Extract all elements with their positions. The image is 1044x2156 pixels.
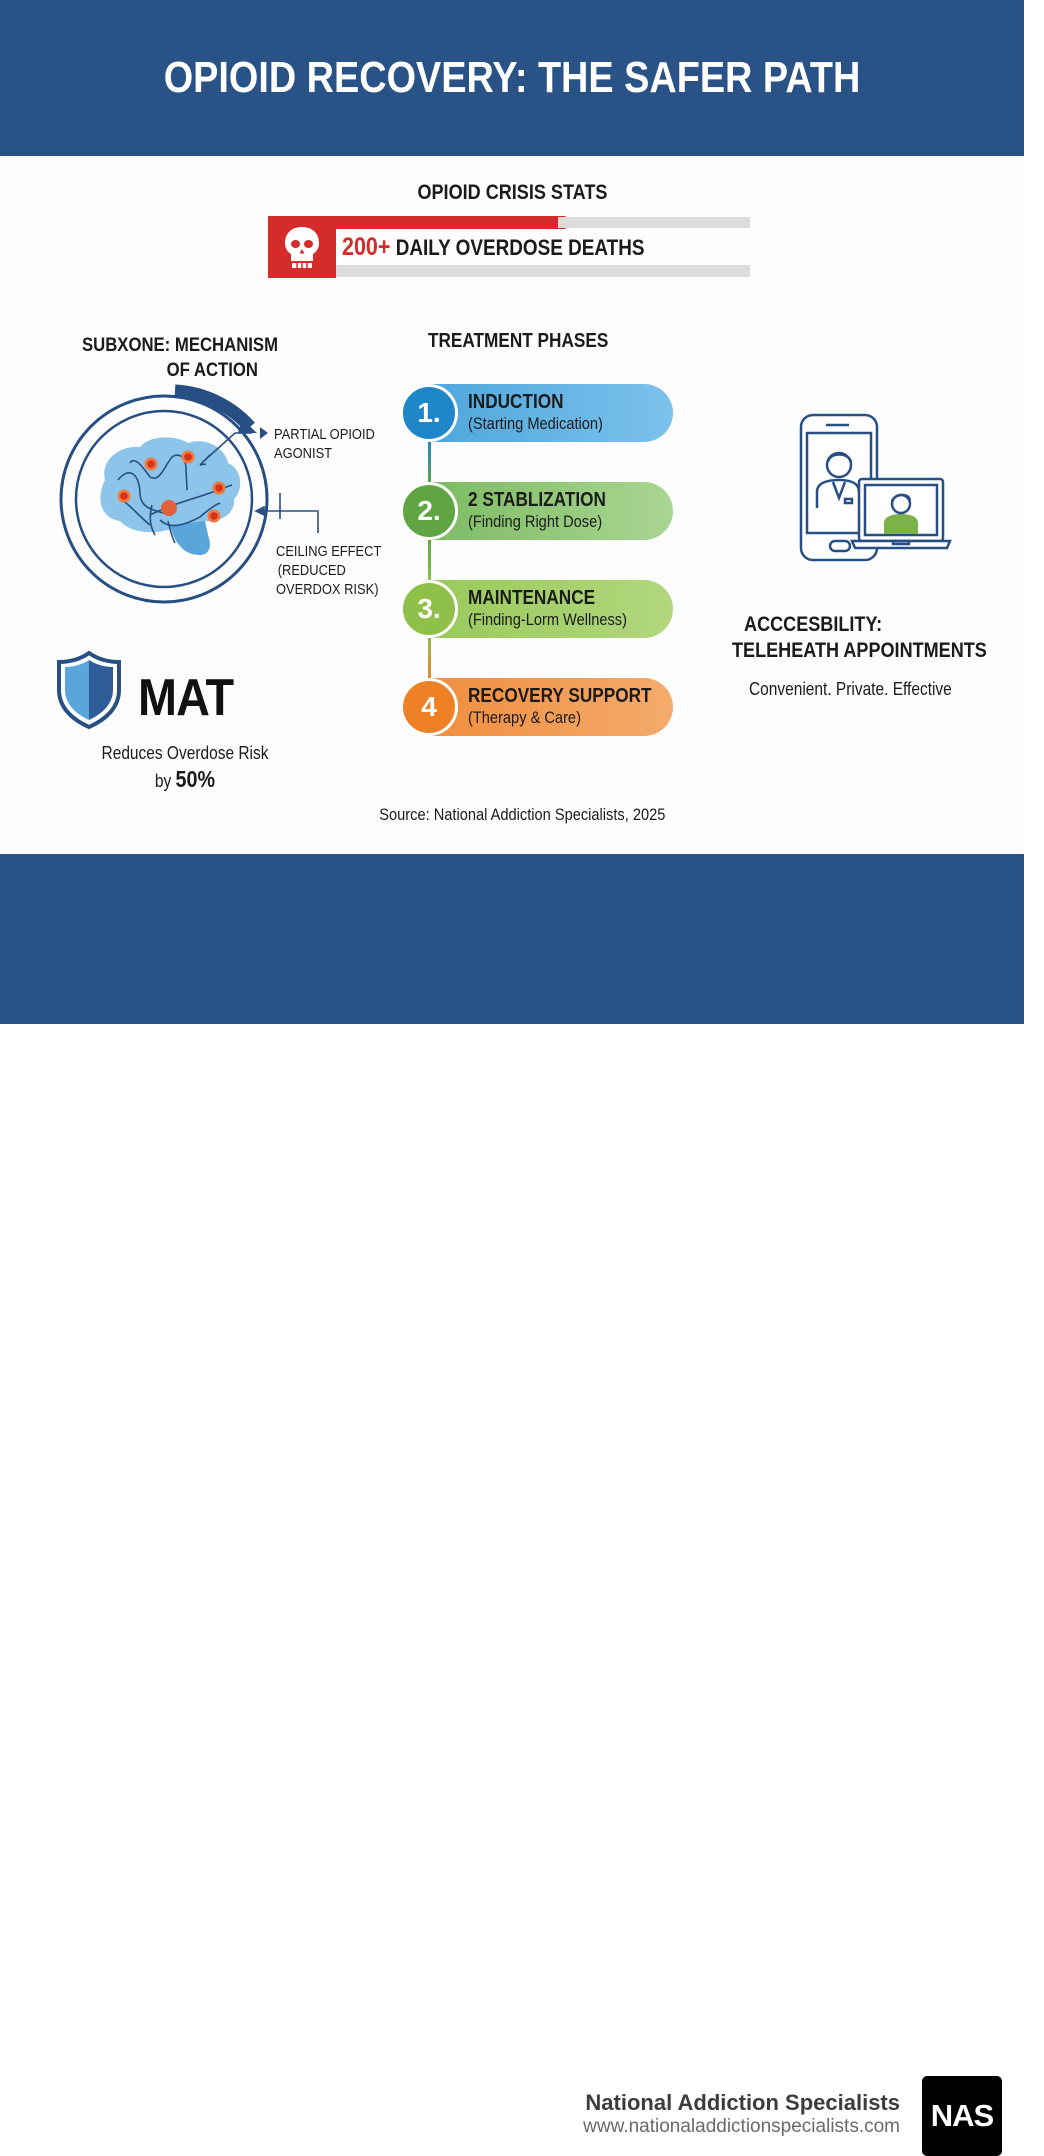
- stat-number: 200+: [342, 233, 391, 261]
- shield-icon: [55, 650, 123, 730]
- nas-logo: NAS: [922, 2076, 1002, 2156]
- partial-agonist-label: [274, 425, 375, 463]
- stat-label: DAILY OVERDOSE DEATHS: [395, 235, 645, 260]
- source-citation: [0, 805, 1044, 825]
- mat-desc-line1: Reduces Overdose Risk: [101, 743, 269, 763]
- stat-progress-track: [558, 217, 750, 228]
- telehealth-title-line2: TELEHEATH APPOINTMENTS: [732, 639, 987, 662]
- phase-item-recovery-support: [400, 678, 675, 736]
- label-line: AGONIST: [274, 445, 333, 462]
- ceiling-effect-label: [276, 542, 381, 599]
- source-text: Source: National Addiction Specialists, 2025: [378, 805, 666, 824]
- crisis-stats-title: [0, 181, 1024, 205]
- phase-text: [468, 489, 606, 532]
- phase-name: 2 STABLIZATION: [468, 489, 606, 511]
- telehealth-title: [732, 612, 1028, 664]
- brain-icon: [60, 385, 290, 607]
- phase-text: [468, 587, 627, 630]
- phase-subtitle: (Therapy & Care): [468, 708, 581, 727]
- phase-number-badge: 3.: [400, 580, 458, 638]
- phase-item-induction: [400, 384, 675, 442]
- phase-number-badge: 1.: [400, 384, 458, 442]
- phase-connector: [428, 440, 431, 485]
- mat-desc-value: 50%: [175, 766, 216, 792]
- stat-text: [342, 233, 645, 262]
- phase-text: [468, 685, 652, 728]
- mat-description: [60, 740, 310, 794]
- phase-item-stabilization: [400, 482, 675, 540]
- phase-name: RECOVERY SUPPORT: [468, 685, 652, 707]
- phase-number-badge: 2.: [400, 482, 458, 540]
- crisis-stats-title-text: OPIOID CRISIS STATS: [416, 181, 607, 204]
- phase-subtitle: (Finding-Lorm Wellness): [468, 610, 627, 629]
- label-line: CEILING EFFECT: [276, 543, 382, 560]
- blue-band: [0, 854, 1024, 1024]
- org-name: National Addiction Specialists: [585, 2090, 900, 2115]
- phase-subtitle: (Finding Right Dose): [468, 512, 603, 531]
- label-line: (REDUCED: [277, 562, 346, 579]
- telehealth-subtitle: Convenient. Private. Effective: [749, 679, 952, 699]
- phase-subtitle: (Starting Medication): [468, 414, 603, 433]
- mechanism-title: [58, 333, 279, 383]
- phase-number-badge: 4: [400, 678, 458, 736]
- header-banner: [0, 0, 1024, 156]
- label-line: PARTIAL OPIOID: [274, 426, 375, 443]
- mat-desc-prefix: by: [154, 771, 172, 791]
- phase-item-maintenance: [400, 580, 675, 638]
- phase-connector: [428, 636, 431, 681]
- stat-progress-fill: [328, 216, 570, 229]
- phase-text: [468, 391, 603, 434]
- telehealth-devices-icon: [795, 410, 960, 565]
- mat-desc-line2: [78, 766, 293, 794]
- crisis-stat-bar: [268, 216, 750, 278]
- page-title: OPIOID RECOVERY: THE SAFER PATH: [163, 53, 861, 102]
- mat-title: MAT: [138, 669, 234, 727]
- skull-icon: [268, 216, 336, 278]
- footer-org: [583, 2090, 900, 2138]
- mechanism-title-line2: OF ACTION: [166, 360, 258, 381]
- telehealth-title-line1: ACCCESBILITY:: [744, 613, 883, 636]
- org-url-link[interactable]: www.nationaladdictionspecialists.com: [583, 2116, 900, 2137]
- label-line: OVERDOX RISK): [276, 581, 379, 598]
- phase-name: INDUCTION: [468, 391, 564, 413]
- phase-connector: [428, 538, 431, 583]
- phases-title: TREATMENT PHASES: [428, 330, 609, 352]
- stat-progress-track-bottom: [336, 265, 750, 277]
- phase-name: MAINTENANCE: [468, 587, 596, 609]
- mechanism-title-line1: SUBXONE: MECHANISM: [82, 335, 279, 356]
